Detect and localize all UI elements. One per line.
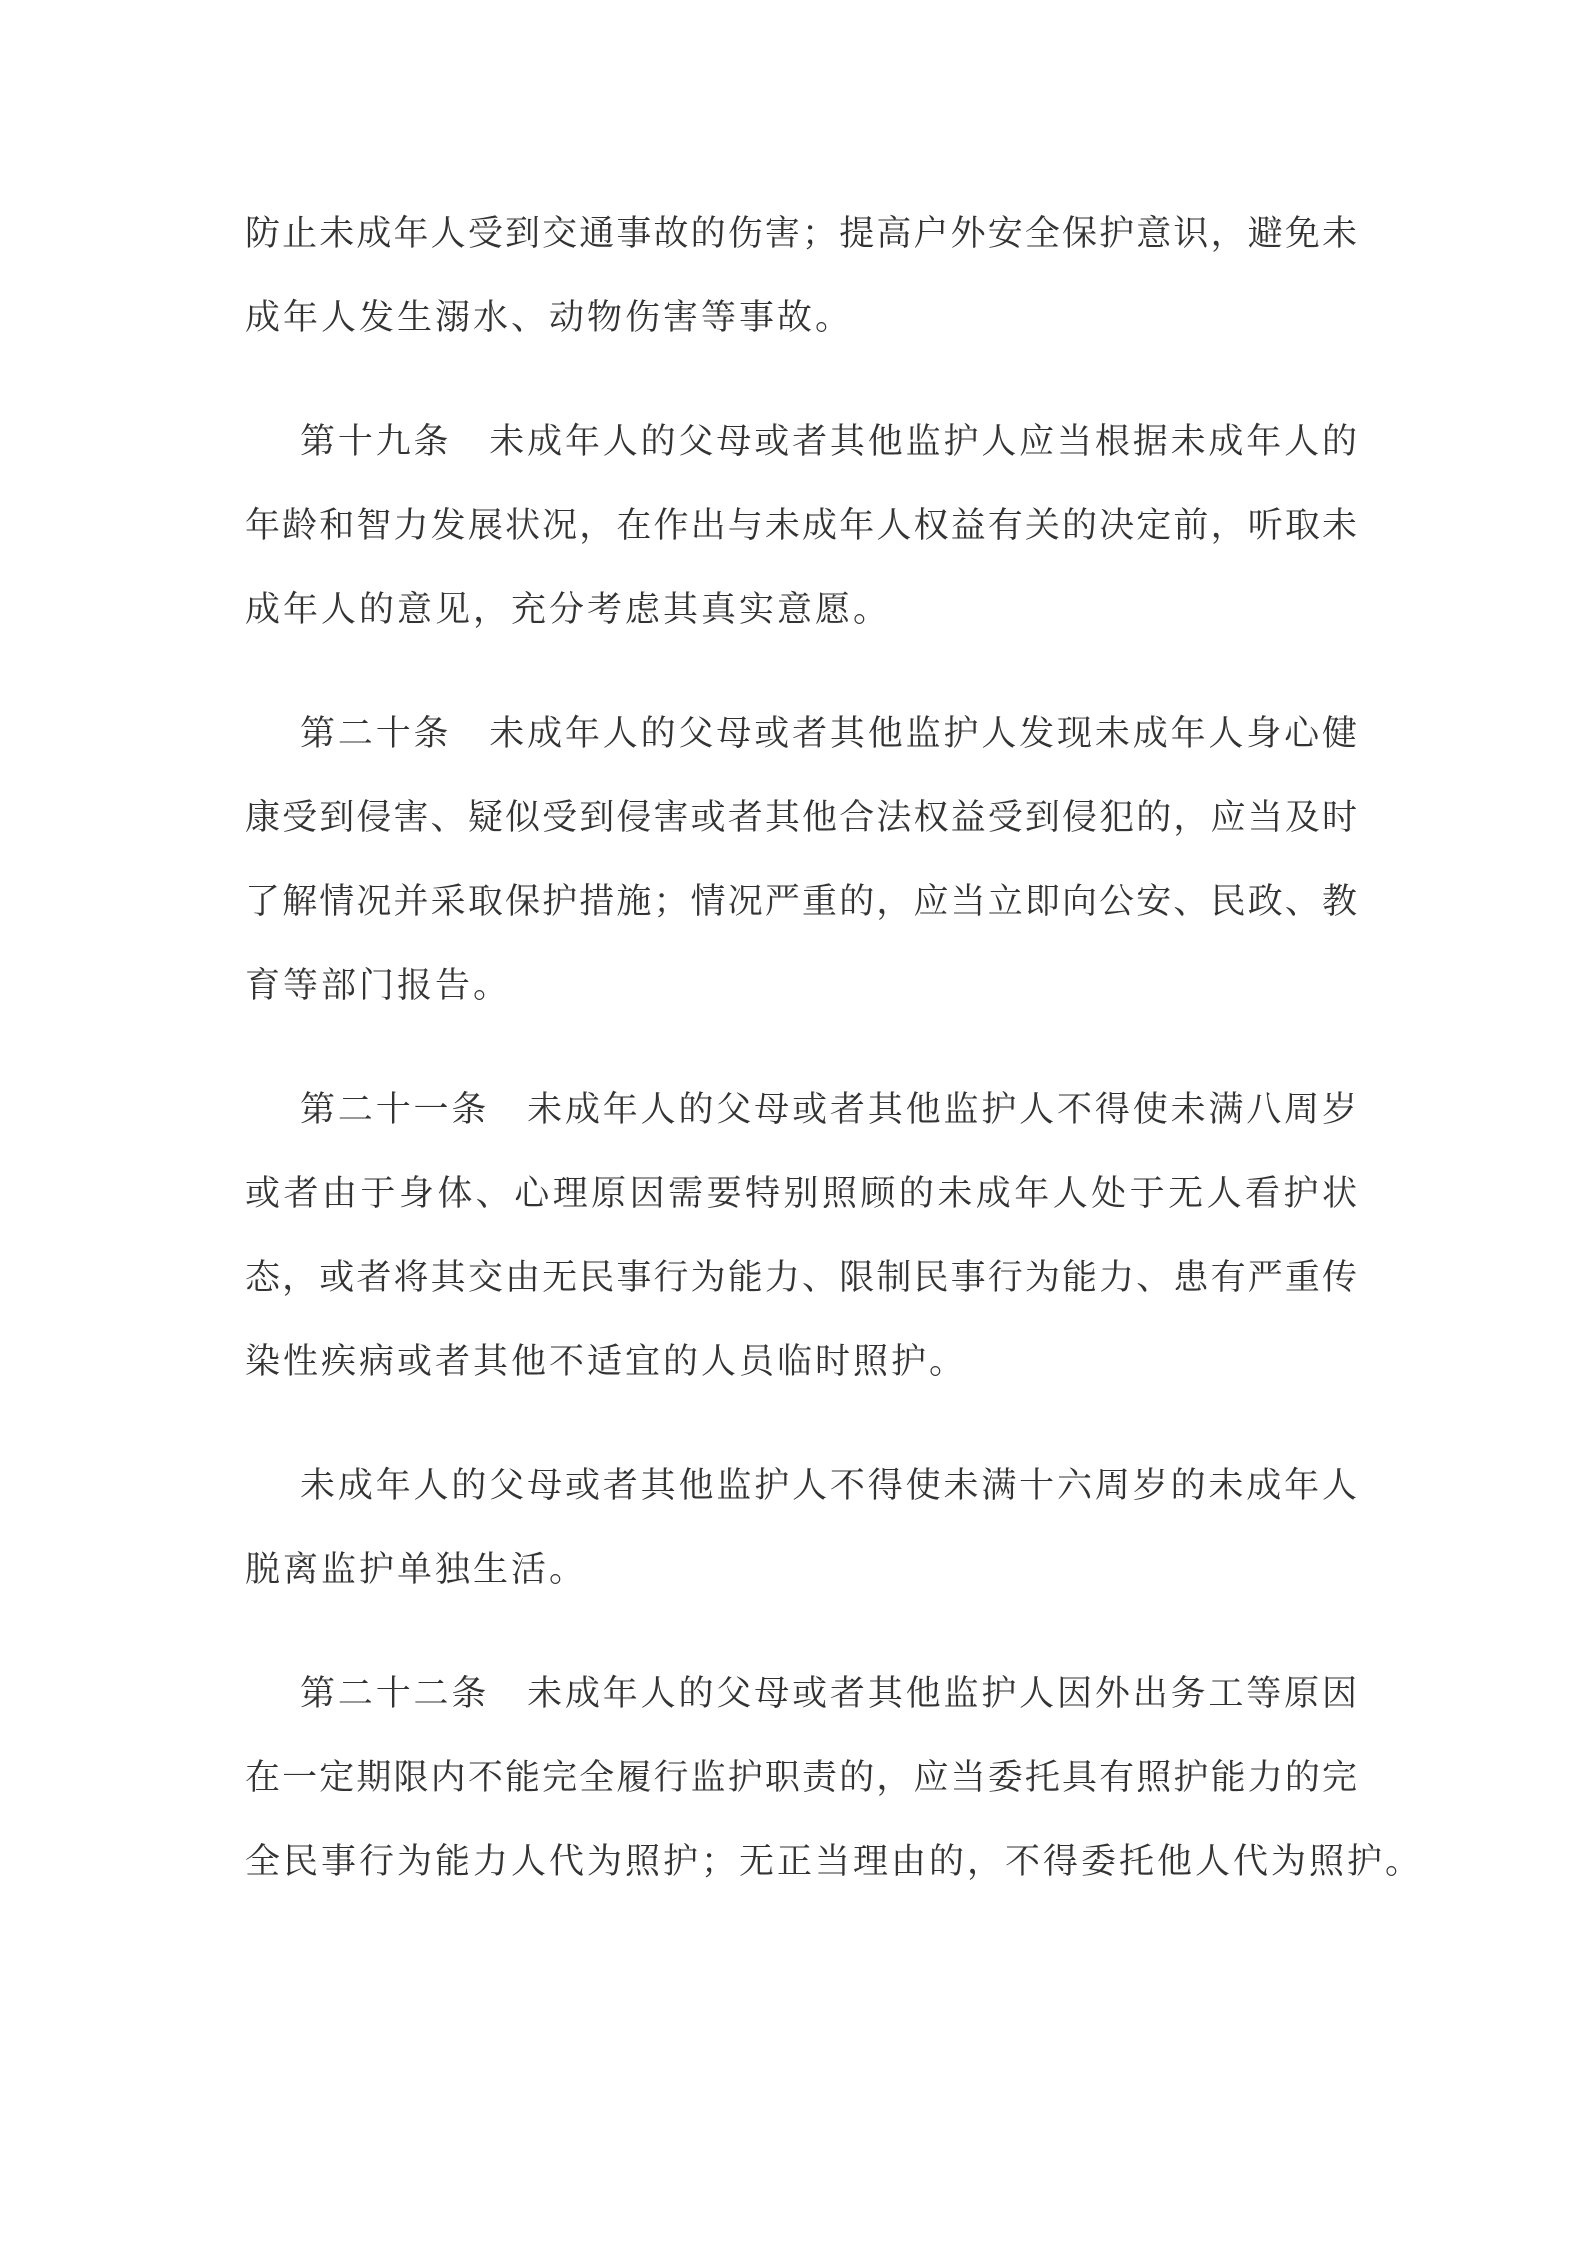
text-line: 防止未成年人受到交通事故的伤害；提高户外安全保护意识，避免未 — [245, 214, 1357, 254]
text-line: 了解情况并采取保护措施；情况严重的，应当立即向公安、民政、教 — [245, 882, 1357, 922]
text-line: 态，或者将其交由无民事行为能力、限制民事行为能力、患有严重传 — [245, 1258, 1357, 1298]
text-line: 康受到侵害、疑似受到侵害或者其他合法权益受到侵犯的，应当及时 — [245, 798, 1357, 838]
text-line: 第二十二条 未成年人的父母或者其他监护人因外出务工等原因 — [300, 1674, 1357, 1714]
text-line: 年龄和智力发展状况，在作出与未成年人权益有关的决定前，听取未 — [245, 506, 1357, 546]
text-line: 在一定期限内不能完全履行监护职责的，应当委托具有照护能力的完 — [245, 1758, 1357, 1798]
text-line: 未成年人的父母或者其他监护人不得使未满十六周岁的未成年人 — [300, 1466, 1357, 1506]
text-line: 脱离监护单独生活。 — [245, 1550, 588, 1590]
text-line: 第十九条 未成年人的父母或者其他监护人应当根据未成年人的 — [300, 422, 1357, 462]
text-line: 成年人发生溺水、动物伤害等事故。 — [245, 298, 854, 338]
text-line: 全民事行为能力人代为照护；无正当理由的，不得委托他人代为照护。 — [245, 1842, 1424, 1882]
text-line: 第二十条 未成年人的父母或者其他监护人发现未成年人身心健 — [300, 714, 1357, 754]
paragraph — [245, 1068, 1357, 1404]
text-line: 成年人的意见，充分考虑其真实意愿。 — [245, 590, 892, 630]
paragraph — [245, 1652, 1424, 1904]
paragraph — [245, 400, 1357, 652]
text-line: 育等部门报告。 — [245, 966, 512, 1006]
text-line: 染性疾病或者其他不适宜的人员临时照护。 — [245, 1342, 968, 1382]
paragraph — [245, 1444, 1357, 1612]
text-line: 或者由于身体、心理原因需要特别照顾的未成年人处于无人看护状 — [245, 1174, 1357, 1214]
paragraph — [245, 692, 1357, 1028]
document-page — [245, 192, 1424, 1944]
paragraph — [245, 192, 1357, 360]
text-line: 第二十一条 未成年人的父母或者其他监护人不得使未满八周岁 — [300, 1090, 1357, 1130]
